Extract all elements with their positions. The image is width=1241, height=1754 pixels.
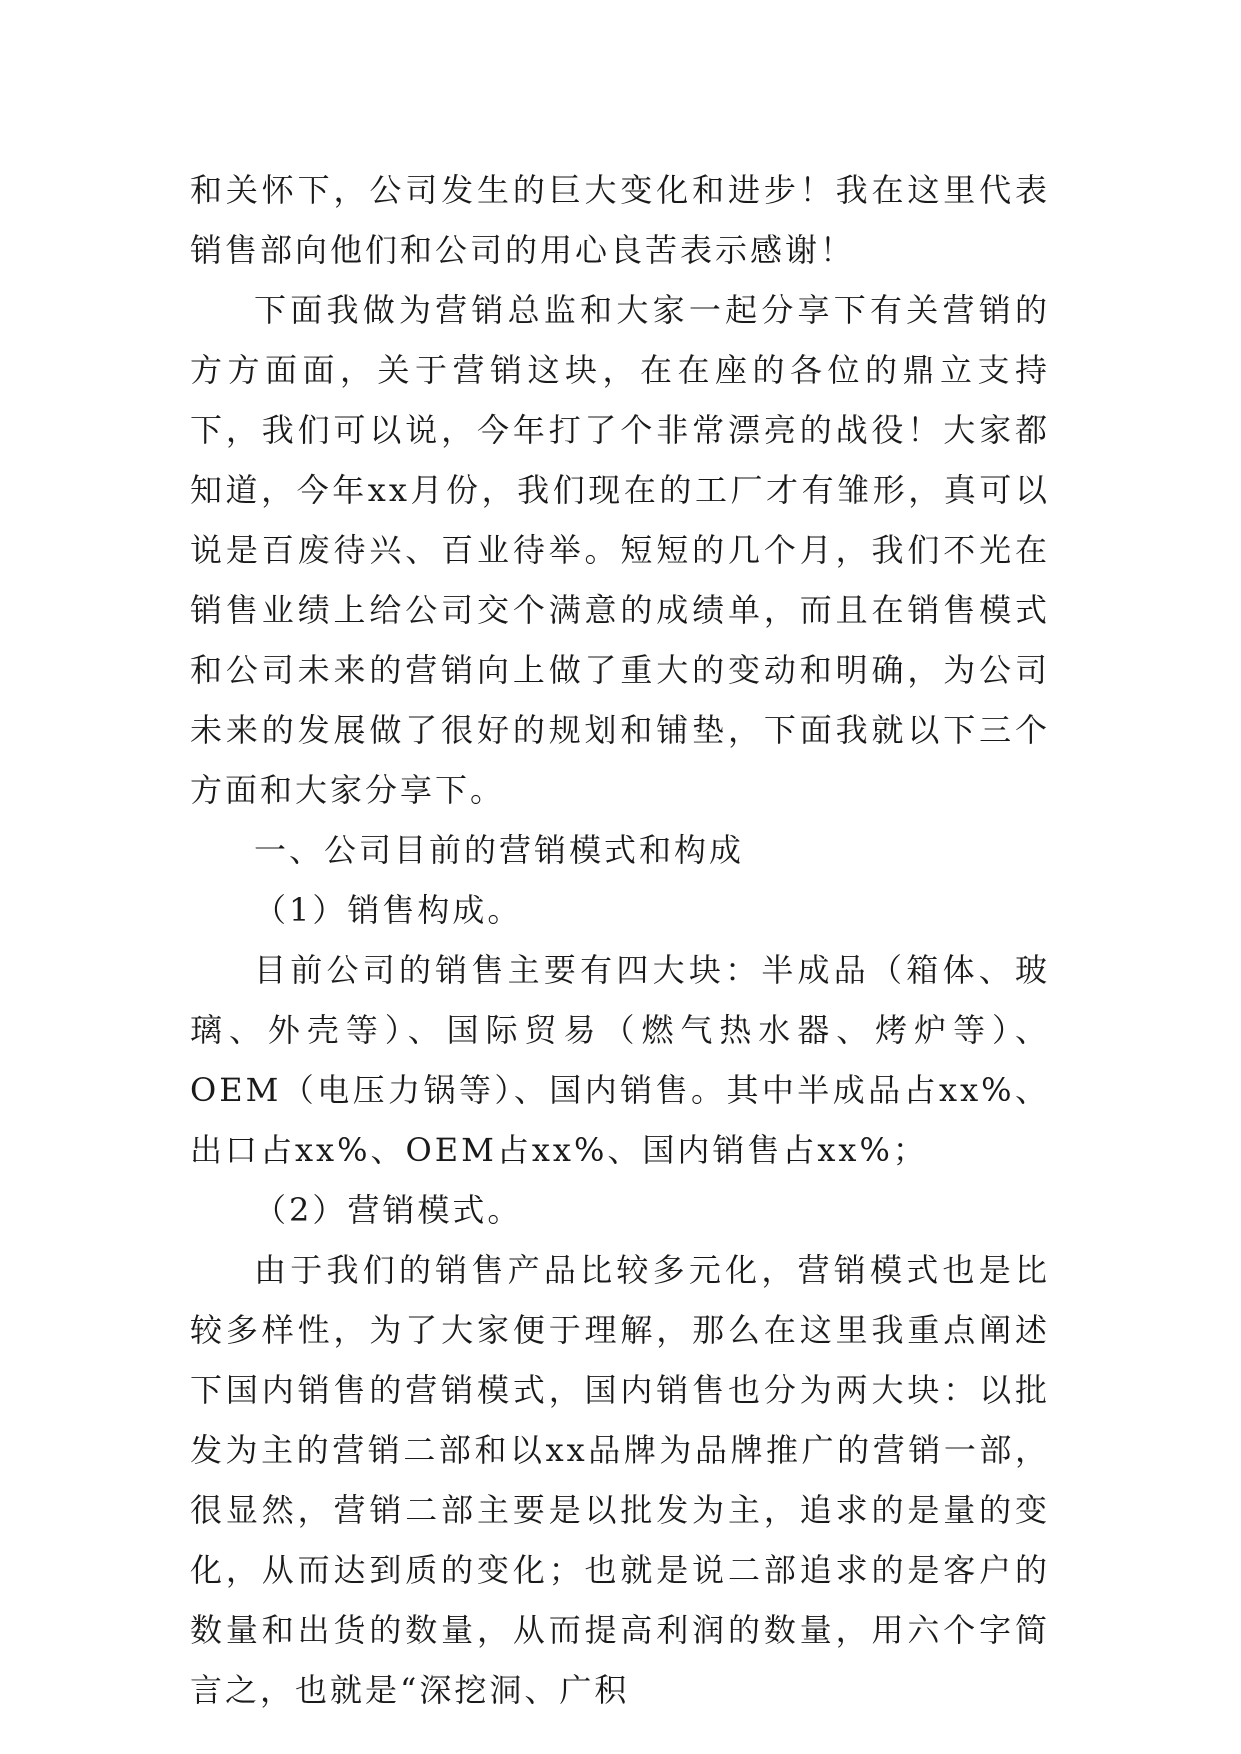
paragraph-sales-composition: 目前公司的销售主要有四大块：半成品（箱体、玻璃、外壳等）、国际贸易（燃气热水器、烤炉等）、OEM（电压力锅等）、国内销售。其中半成品占xx%、出口占xx%、OEM占xx%、国内销售占xx%； — [190, 951, 1050, 1169]
subheading-marketing-model: （2）营销模式。 — [254, 1191, 523, 1229]
paragraph-continuation: 和关怀下，公司发生的巨大变化和进步！我在这里代表销售部向他们和公司的用心良苦表示感谢！ — [190, 171, 1050, 269]
subheading-sales-composition: （1）销售构成。 — [254, 891, 523, 929]
paragraph-marketing-intro: 下面我做为营销总监和大家一起分享下有关营销的方方面面，关于营销这块，在在座的各位的鼎立支持下，我们可以说，今年打了个非常漂亮的战役！大家都知道，今年xx月份，我们现在的工厂才有雏形，真可以说是百废待兴、百业待举。短短的几个月，我们不光在销售业绩上给公司交个满意的成绩单，而且在销售模式和公司未来的营销向上做了重大的变动和明确，为公司未来的发展做了很好的规划和铺垫，下面我就以下三个方面和大家分享下。 — [190, 291, 1050, 809]
document-body — [190, 160, 1050, 1720]
paragraph-marketing-model: 由于我们的销售产品比较多元化，营销模式也是比较多样性，为了大家便于理解，那么在这里我重点阐述下国内销售的营销模式，国内销售也分为两大块：以批发为主的营销二部和以xx品牌为品牌推广的营销一部，很显然，营销二部主要是以批发为主，追求的是量的变化，从而达到质的变化；也就是说二部追求的是客户的数量和出货的数量，从而提高利润的数量，用六个字简言之，也就是“深挖洞、广积 — [190, 1251, 1050, 1709]
section-heading-1: 一、公司目前的营销模式和构成 — [254, 831, 745, 869]
